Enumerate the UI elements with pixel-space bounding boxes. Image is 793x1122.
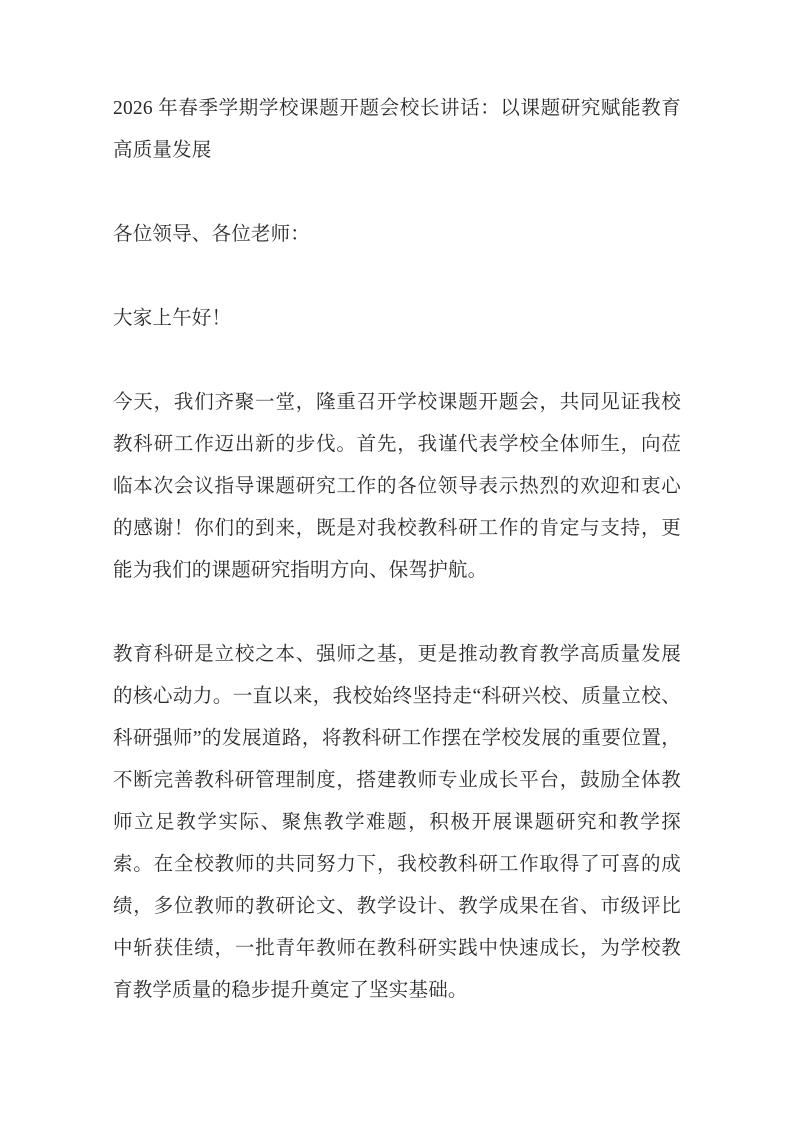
salutation-line: 各位领导、各位老师： — [113, 224, 311, 245]
greeting-line: 大家上午好！ — [113, 308, 232, 329]
document-body — [113, 88, 681, 1012]
body-paragraph-2: 教育科研是立校之本、强师之基，更是推动教育教学高质量发展的核心动力。一直以来，我校始终坚持走“科研兴校、质量立校、科研强师”的发展道路，将教科研工作摆在学校发展的重要位置，不断完善教科研管理制度，搭建教师专业成长平台，鼓励全体教师立足教学实际、聚焦教学难题，积极开展课题研究和教学探索。在全校教师的共同努力下，我校教科研工作取得了可喜的成绩，多位教师的教研论文、教学设计、教学成果在省、市级评比中斩获佳绩，一批青年教师在教科研实践中快速成长，为学校教育教学质量的稳步提升奠定了坚实基础。 — [113, 644, 681, 1001]
body-paragraph-1: 今天，我们齐聚一堂，隆重召开学校课题开题会，共同见证我校教科研工作迈出新的步伐。首先，我谨代表学校全体师生，向莅临本次会议指导课题研究工作的各位领导表示热烈的欢迎和衷心的感谢！你们的到来，既是对我校教科研工作的肯定与支持，更能为我们的课题研究指明方向、保驾护航。 — [113, 392, 681, 581]
document-title: 2026 年春季学期学校课题开题会校长讲话：以课题研究赋能教育高质量发展 — [113, 98, 681, 161]
